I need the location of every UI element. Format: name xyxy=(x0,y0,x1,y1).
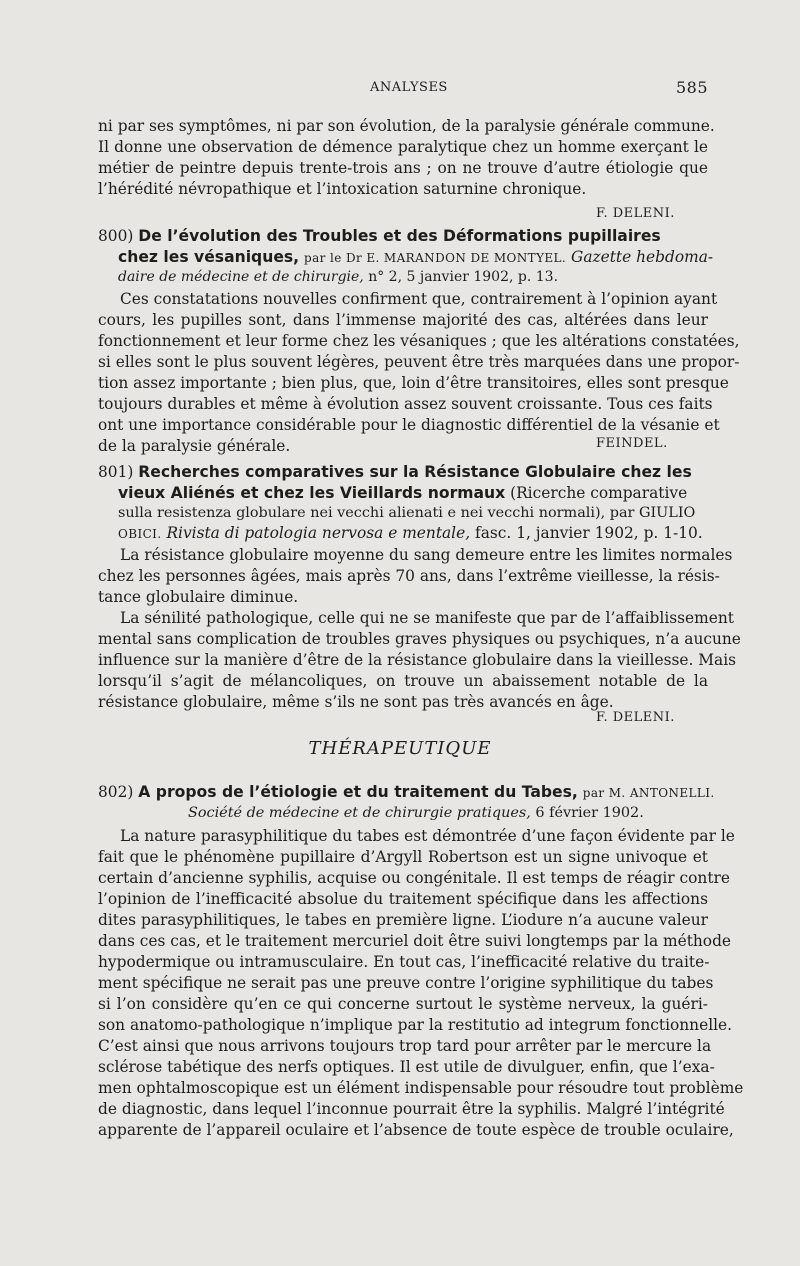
article-title: vieux Aliénés et chez les Vieillards normaux xyxy=(118,484,506,502)
journal-name: daire de médecine et de chirurgie, xyxy=(118,269,364,285)
subtitle: (Ricerche comparative xyxy=(510,484,688,502)
text-line: cours, les pupilles sont, dans l’immense majorité des cas, altérées dans leur xyxy=(98,311,708,329)
text-line: lorsqu’il s’agit de mélancoliques, on trouve un abaissement notable de la xyxy=(98,672,708,690)
journal-name: Société de médecine et de chirurgie pratiques, xyxy=(188,805,531,821)
text-line: men ophtalmoscopique est un élément indispensable pour résoudre tout problème xyxy=(98,1079,744,1097)
text-line: hypodermique ou intramusculaire. En tout cas, l’inefficacité relative du traite- xyxy=(98,953,710,971)
signature: FEINDEL. xyxy=(596,436,668,451)
text-line: tance globulaire diminue. xyxy=(98,588,299,606)
reference: n° 2, 5 janvier 1902, p. 13. xyxy=(368,269,559,285)
article-heading xyxy=(98,226,708,248)
article-title: Recherches comparatives sur la Résistance Globulaire chez les xyxy=(138,463,692,481)
text-line: apparente de l’appareil oculaire et l’absence de toute espèce de trouble oculaire, xyxy=(98,1121,734,1139)
text-line: dites parasyphilitiques, le tabes en première ligne. L’iodure n’a aucune valeur xyxy=(98,911,708,929)
section-title: THÉRAPEUTIQUE xyxy=(308,738,492,759)
text-line: mental sans complication de troubles graves physiques ou psychiques, n’a aucune xyxy=(98,630,741,648)
running-header xyxy=(98,78,708,98)
article-heading-cont xyxy=(118,483,708,504)
article-subtitle: sulla resistenza globulare nei vecchi alienati e nei vecchi normali), par GIULIO xyxy=(118,505,696,521)
article-reference xyxy=(118,523,708,544)
text-line: l’hérédité névropathique et l’intoxication saturnine chronique. xyxy=(98,180,587,198)
article-byline: par le Dr E. MARANDON DE MONTYEL. xyxy=(304,251,567,265)
reference: fasc. 1, janvier 1902, p. 1-10. xyxy=(475,524,703,542)
text-line: fait que le phénomène pupillaire d’Argyll Robertson est un signe univoque et xyxy=(98,848,708,866)
text-line: Ces constatations nouvelles confirment que, contrairement à l’opinion ayant xyxy=(120,290,718,308)
article-heading xyxy=(98,462,708,484)
text-line: métier de peintre depuis trente-trois ans ; on ne trouve d’autre étiologie que xyxy=(98,159,708,177)
article-heading-cont xyxy=(118,247,714,268)
text-line: tion assez importante ; bien plus, que, loin d’être transitoires, elles sont presque xyxy=(98,374,729,392)
text-line: influence sur la manière d’être de la résistance globulaire dans la vieillesse. Mais xyxy=(98,651,737,669)
article-reference xyxy=(118,267,708,288)
reference: 6 février 1902. xyxy=(535,805,644,821)
text-line: ment spécifique ne serait pas une preuve contre l’origine syphilitique du tabes xyxy=(98,974,714,992)
text-line: de diagnostic, dans lequel l’inconnue pourrait être la syphilis. Malgré l’intégrité xyxy=(98,1100,725,1118)
text-line: C’est ainsi que nous arrivons toujours trop tard pour arrêter par le mercure la xyxy=(98,1037,712,1055)
page-number: 585 xyxy=(675,78,708,97)
signature: F. DELENI. xyxy=(596,206,675,221)
text-line: toujours durables et même à évolution assez souvent croissante. Tous ces faits xyxy=(98,395,713,413)
text-line: La résistance globulaire moyenne du sang demeure entre les limites normales xyxy=(120,546,733,564)
text-line: son anatomo-pathologique n’implique par la restitutio ad integrum fonctionnelle. xyxy=(98,1016,733,1034)
text-line: Il donne une observation de démence paralytique chez un homme exerçant le xyxy=(98,138,708,156)
article-title: chez les vésaniques, xyxy=(118,248,300,266)
text-line: ni par ses symptômes, ni par son évolution, de la paralysie générale commune. xyxy=(98,117,715,135)
text-line: sclérose tabétique des nerfs optiques. Il est utile de divulguer, enfin, que l’exa- xyxy=(98,1058,715,1076)
article-title: De l’évolution des Troubles et des Déformations pupillaires xyxy=(138,227,661,245)
article-number: 801) xyxy=(98,463,134,481)
text-line: de la paralysie générale. xyxy=(98,437,291,455)
article-reference xyxy=(188,803,708,824)
text-line: certain d’ancienne syphilis, acquise ou congénitale. Il est temps de réagir contre xyxy=(98,869,730,887)
text-line: La nature parasyphilitique du tabes est démontrée d’une façon évidente par le xyxy=(120,827,735,845)
journal-name: Rivista di patologia nervosa e mentale, xyxy=(166,524,471,542)
article-number: 802) xyxy=(98,783,134,801)
text-line: fonctionnement et leur forme chez les vésaniques ; que les altérations constatées, xyxy=(98,332,740,350)
text-line: si elles sont le plus souvent légères, peuvent être très marquées dans une propor- xyxy=(98,353,740,371)
text-line: chez les personnes âgées, mais après 70 ans, dans l’extrême vieillesse, la résis- xyxy=(98,567,720,585)
text-line: si l’on considère qu’en ce qui concerne surtout le système nerveux, la guéri- xyxy=(98,995,708,1013)
article-heading xyxy=(98,782,715,804)
text-line: résistance globulaire, même s’ils ne sont pas très avancés en âge. xyxy=(98,693,614,711)
journal-name: Gazette hebdoma- xyxy=(571,248,714,266)
signature: F. DELENI. xyxy=(596,710,675,725)
article-byline: par M. ANTONELLI. xyxy=(582,786,715,800)
article-title: A propos de l’étiologie et du traitement du Tabes, xyxy=(138,783,578,801)
article-author: OBICI. xyxy=(118,527,162,541)
article-number: 800) xyxy=(98,227,134,245)
running-title: ANALYSES xyxy=(370,80,448,95)
text-line: dans ces cas, et le traitement mercuriel doit être suivi longtemps par la méthode xyxy=(98,932,732,950)
text-line: l’opinion de l’inefficacité absolue du traitement spécifique dans les affections xyxy=(98,890,708,908)
text-line: La sénilité pathologique, celle qui ne se manifeste que par de l’affaiblissement xyxy=(120,609,734,627)
text-line: ont une importance considérable pour le diagnostic différentiel de la vésanie et xyxy=(98,416,720,434)
